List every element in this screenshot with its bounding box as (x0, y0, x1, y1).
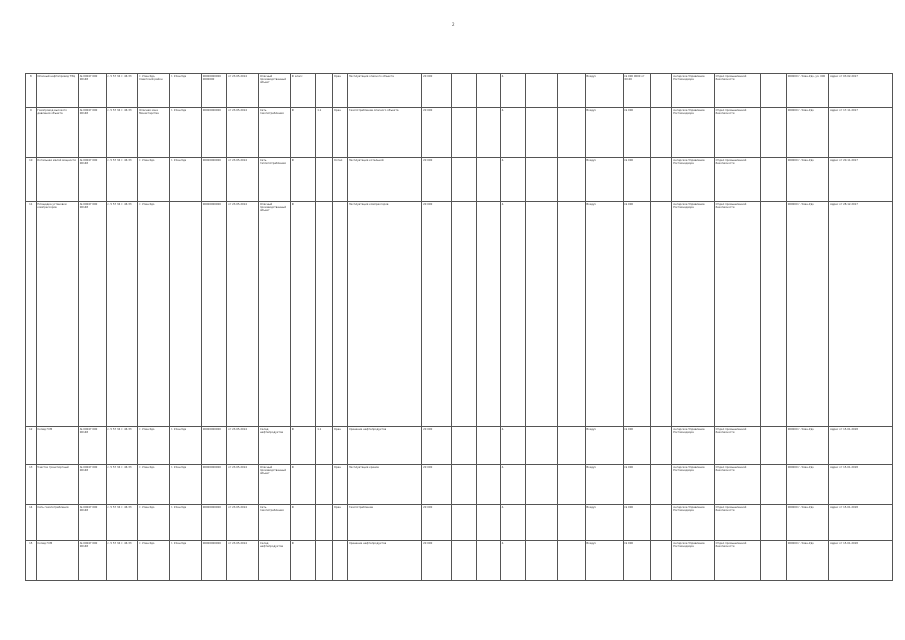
table-cell: № 00047 000 00148 (78, 505, 106, 541)
table-cell (477, 505, 500, 541)
table-cell: г. Улан-Удэ, Советский район (138, 74, 170, 108)
table-cell: Воздух (585, 202, 623, 427)
table-cell: г. Улан-Удэ (138, 465, 170, 505)
table-cell (526, 202, 558, 427)
table-cell (477, 202, 500, 427)
table-cell: Эксплуатация компрессоров (348, 202, 422, 427)
table-cell: г. Улан-Удэ (170, 108, 202, 158)
table-cell: г. Улан-Удэ (170, 74, 202, 108)
table-cell: 20 000 (422, 158, 452, 202)
row-number-cell: 11 (26, 202, 37, 427)
table-cell: 20 000 (422, 108, 452, 158)
table-cell (452, 108, 477, 158)
table-cell: Опасный производственный объект (259, 202, 291, 427)
table-cell: Склад ГСМ (36, 541, 78, 581)
table-cell: Ангарское Управление Ростехнадзора (672, 158, 714, 202)
table-cell: № 00047 000 00148 (78, 541, 106, 581)
table-cell: Воздух (585, 74, 623, 108)
table-cell: от 23.05.2014 (227, 541, 259, 581)
table-cell: Эксплуатация опасного объекта (348, 74, 422, 108)
table-cell (761, 74, 786, 108)
table-cell (526, 108, 558, 158)
table-row (26, 465, 893, 505)
table-cell: Отдел промышленной безопасности (714, 505, 761, 541)
table-cell: № 00047 000 00148 (78, 108, 106, 158)
table-cell: Отдел промышленной безопасности (714, 202, 761, 427)
table-cell: 000000 г. Улан-Удэ, ул. 000 (786, 74, 828, 108)
table-cell (526, 74, 558, 108)
table-cell (761, 427, 786, 465)
table-cell: 20 000 (422, 541, 452, 581)
table-cell (651, 108, 672, 158)
table-cell: с. 5 57 34 г. 46 33 (106, 158, 138, 202)
table-cell (333, 541, 348, 581)
table-cell: Адрес от 15.01.2018 (829, 541, 893, 581)
table-cell: с. 5 57 34 г. 46 33 (106, 427, 138, 465)
table-cell: № 000 (623, 505, 651, 541)
table-cell: 00000000000 (201, 505, 226, 541)
table-cell: Эксплуатация кранов (348, 465, 422, 505)
table-cell: Опасная зона Министерства (138, 108, 170, 158)
table-cell (651, 465, 672, 505)
table-cell (651, 427, 672, 465)
table-cell (526, 427, 558, 465)
table-cell: Сеть теплопотребления (259, 158, 291, 202)
table-cell: Сеть газопотребления (36, 505, 78, 541)
table-cell: Склад ГСМ (36, 427, 78, 465)
table-cell: № 000 (623, 158, 651, 202)
table-cell: 000000 г. Улан-Удэ (786, 505, 828, 541)
table-cell: Ангарское Управление Ростехнадзора (672, 465, 714, 505)
table-cell: г. Улан-Удэ (138, 505, 170, 541)
table-cell: № 000 (623, 541, 651, 581)
table-cell (452, 74, 477, 108)
row-number-cell: 10 (26, 158, 37, 202)
table-cell: 1.1 (316, 427, 333, 465)
table-cell: Адрес от 03.02.2017 (829, 74, 893, 108)
table-cell: Кран (333, 108, 348, 158)
table-cell (526, 158, 558, 202)
table-cell: Воздух (585, 541, 623, 581)
table-cell: 000000 г. Улан-Удэ (786, 427, 828, 465)
table-cell: Воздух (585, 505, 623, 541)
table-cell: Отдел промышленной безопасности (714, 541, 761, 581)
table-cell: № 00047 000 00148 (78, 465, 106, 505)
table-cell: Адрес от 28.12.2017 (829, 202, 893, 427)
table-cell: Газопотребление (348, 505, 422, 541)
table-cell (452, 427, 477, 465)
table-cell: 00000000000 (201, 465, 226, 505)
table-cell: Отдел промышленной безопасности (714, 465, 761, 505)
table-cell: № 00047 000 00148 (78, 158, 106, 202)
row-number-cell: 14 (26, 505, 37, 541)
table-cell: г. Улан-Удэ (170, 541, 202, 581)
table-cell: Отдел промышленной безопасности (714, 74, 761, 108)
table-cell: 00000000000 (201, 108, 226, 158)
table-cell: с. 5 57 34 г. 46 33 (106, 108, 138, 158)
table-cell: Адрес от 15.01.2018 (829, 505, 893, 541)
table-cell: Склад нефтепродуктов (259, 541, 291, 581)
table-cell: с. 5 57 34 г. 46 33 (106, 74, 138, 108)
registry-table (25, 73, 893, 581)
table-cell (761, 202, 786, 427)
table-cell (761, 108, 786, 158)
table-cell (761, 465, 786, 505)
table-cell: III (290, 505, 315, 541)
table-cell: Кран (333, 465, 348, 505)
table-cell: 00000000000 (201, 541, 226, 581)
table-cell (651, 505, 672, 541)
table-cell: 00000000000 (201, 427, 226, 465)
table-cell (316, 505, 333, 541)
table-cell: Воздух (585, 427, 623, 465)
table-cell (452, 465, 477, 505)
table-cell: г. Улан-Удэ (170, 158, 202, 202)
table-cell: 20 000 (422, 465, 452, 505)
table-cell (452, 158, 477, 202)
table-cell: Воздух (585, 108, 623, 158)
table-cell (526, 541, 558, 581)
table-cell: 000000 г. Улан-Удэ (786, 541, 828, 581)
table-cell (558, 465, 586, 505)
table-cell (477, 427, 500, 465)
table-cell: № 00047 000 00148 (78, 74, 106, 108)
table-cell (316, 465, 333, 505)
table-cell (316, 74, 333, 108)
table-cell (558, 505, 586, 541)
table-cell (452, 202, 477, 427)
table-cell (651, 158, 672, 202)
table-cell: 4. (500, 108, 525, 158)
table-cell (761, 158, 786, 202)
table-cell: Газопровод высокого давления объекта (36, 108, 78, 158)
table-cell: III (290, 158, 315, 202)
table-row (26, 427, 893, 465)
table-cell (761, 505, 786, 541)
table-row (26, 74, 893, 108)
table-cell (477, 465, 500, 505)
table-cell: № 000 (623, 465, 651, 505)
table-cell: 1.1 (316, 108, 333, 158)
table-cell (558, 427, 586, 465)
table-cell: Опасный нефтепровод ТЭЦ (36, 74, 78, 108)
table-cell (477, 158, 500, 202)
table-cell: Котельная малой мощности (36, 158, 78, 202)
table-cell (477, 74, 500, 108)
table-row (26, 541, 893, 581)
table-cell: № 00047 000 00148 (78, 427, 106, 465)
table-cell: с. 5 57 34 г. 46 33 (106, 541, 138, 581)
page-number: 2 (452, 22, 455, 27)
table-cell: Ангарское Управление Ростехнадзора (672, 74, 714, 108)
row-number-cell: 15 (26, 541, 37, 581)
table-cell: от 23.05.2014 (227, 108, 259, 158)
table-cell (170, 202, 202, 427)
table-cell (558, 108, 586, 158)
table-cell: Адрес от 20.11.2017 (829, 158, 893, 202)
table-cell (477, 108, 500, 158)
table-cell: Хранение нефтепродуктов (348, 541, 422, 581)
table-row (26, 108, 893, 158)
table-cell: 20 000 (422, 202, 452, 427)
table-cell: от 23.05.2014 (227, 158, 259, 202)
table-cell: Адрес от 17.11.2017 (829, 108, 893, 158)
table-cell (651, 202, 672, 427)
table-cell: Площадка установки компрессоров (36, 202, 78, 427)
row-number-cell: 9 (26, 108, 37, 158)
table-cell: Адрес от 15.01.2018 (829, 427, 893, 465)
row-number-cell: 8 (26, 74, 37, 108)
table-cell: Ангарское Управление Ростехнадзора (672, 202, 714, 427)
table-cell: III (290, 541, 315, 581)
table-cell: с. 5 57 34 г. 46 33 (106, 202, 138, 427)
table-cell: Опасный производственный объект (259, 465, 291, 505)
table-cell: Кран (333, 74, 348, 108)
table-cell: Отдел промышленной безопасности (714, 158, 761, 202)
table-cell (558, 158, 586, 202)
table-cell: 000000 г. Улан-Удэ (786, 158, 828, 202)
table-cell: Газопотребление опасного объекта (348, 108, 422, 158)
table-cell: Кран (333, 505, 348, 541)
table-cell: Участок транспортный (36, 465, 78, 505)
table-cell: № 00047 000 00148 (78, 202, 106, 427)
table-cell: № 000 (623, 427, 651, 465)
table-cell (452, 541, 477, 581)
table-cell: 4. (500, 505, 525, 541)
table-cell: 4. (500, 541, 525, 581)
table-cell (526, 465, 558, 505)
table-cell: № 000 (623, 202, 651, 427)
table-cell: Отдел промышленной безопасности (714, 427, 761, 465)
table-cell: с. 5 57 34 г. 46 33 (106, 465, 138, 505)
table-cell: Склад нефтепродуктов (259, 427, 291, 465)
table-cell: г. Улан-Удэ (138, 158, 170, 202)
table-cell: г. Улан-Удэ (138, 427, 170, 465)
table-cell: 4. (500, 202, 525, 427)
table-cell: от 23.05.2014 (227, 74, 259, 108)
table-cell: III (290, 465, 315, 505)
table-cell: 20 000 (422, 74, 452, 108)
table-cell: г. Улан-Удэ (170, 505, 202, 541)
table-cell: от 23.05.2014 (227, 427, 259, 465)
table-cell: № 000 0000 от 00.00 (623, 74, 651, 108)
table-cell: 00000000000 (201, 158, 226, 202)
table-cell (316, 541, 333, 581)
table-cell: от 23.05.2014 (227, 202, 259, 427)
row-number-cell: 13 (26, 465, 37, 505)
table-cell (333, 202, 348, 427)
table-cell: 20 000 (422, 427, 452, 465)
table-cell: г. Улан-Удэ (170, 427, 202, 465)
table-cell: Ангарское Управление Ростехнадзора (672, 108, 714, 158)
table-cell (452, 505, 477, 541)
table-cell: Котел (333, 158, 348, 202)
table-cell: Воздух (585, 465, 623, 505)
table-cell: № 000 (623, 108, 651, 158)
table-cell: III (290, 202, 315, 427)
table-cell: 000000 г. Улан-Удэ (786, 108, 828, 158)
table-cell (477, 541, 500, 581)
table-cell: 00000000000 0000000 (201, 74, 226, 108)
table-cell (558, 202, 586, 427)
table-cell: г. Улан-Удэ (170, 465, 202, 505)
table-cell: Ангарское Управление Ростехнадзора (672, 427, 714, 465)
table-cell: III класс (290, 74, 315, 108)
table-cell: Ангарское Управление Ростехнадзора (672, 541, 714, 581)
table-cell: от 23.05.2014 (227, 465, 259, 505)
table-cell: Опасный производственный объект (259, 74, 291, 108)
table-cell (558, 541, 586, 581)
table-cell (558, 74, 586, 108)
table-cell: 4. (500, 158, 525, 202)
table-cell: 20 000 (422, 505, 452, 541)
table-cell: III (290, 427, 315, 465)
table-cell: Сеть газопотребления (259, 505, 291, 541)
table-cell: Сеть газопотребления (259, 108, 291, 158)
table-cell: Эксплуатация котельной (348, 158, 422, 202)
row-number-cell: 12 (26, 427, 37, 465)
table-cell: Ангарское Управление Ростехнадзора (672, 505, 714, 541)
table-cell: с. 5 57 34 г. 46 33 (106, 505, 138, 541)
table-cell: 4. (500, 74, 525, 108)
table-cell (761, 541, 786, 581)
table-cell (526, 505, 558, 541)
table-row (26, 202, 893, 427)
table-row (26, 158, 893, 202)
table-cell: 000000 г. Улан-Удэ (786, 465, 828, 505)
table-cell: Хранение нефтепродуктов (348, 427, 422, 465)
table-cell: г. Улан-Удэ (138, 541, 170, 581)
table-cell: Воздух (585, 158, 623, 202)
table-cell: 4. (500, 427, 525, 465)
table-row (26, 505, 893, 541)
table-cell (651, 74, 672, 108)
table-cell: 00000000000 (201, 202, 226, 427)
table-cell: Отдел промышленной безопасности (714, 108, 761, 158)
table-cell: 000000 г. Улан-Удэ (786, 202, 828, 427)
table-cell: Адрес от 15.01.2018 (829, 465, 893, 505)
table-cell (316, 158, 333, 202)
table-cell: Кран (333, 427, 348, 465)
table-cell: от 23.05.2014 (227, 505, 259, 541)
table-cell: III (290, 108, 315, 158)
table-cell (651, 541, 672, 581)
table-cell (316, 202, 333, 427)
table-cell: 4. (500, 465, 525, 505)
table-cell: г. Улан-Удэ (138, 202, 170, 427)
